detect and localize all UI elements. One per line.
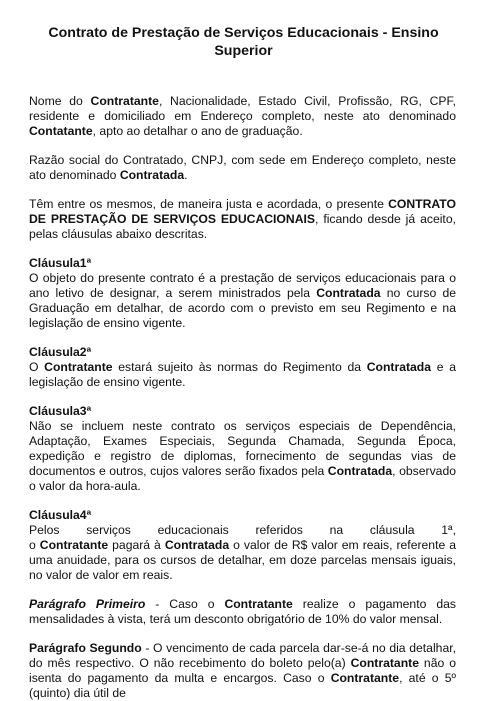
- bold-term: Contratada: [119, 168, 185, 182]
- word: 1ª,: [441, 523, 456, 537]
- paragrafo-segundo: Parágrafo Segundo - O vencimento de cada parcela dar-se-á no dia detalhar, do mês respectivo. O não recebimento do boleto pelo(a) Contratante não o isenta do pagamento da multa e encargos. Caso o Contratante, até o 5º (quinto) dia útil de: [29, 641, 456, 700]
- clause-first-line: [29, 523, 456, 538]
- clause-body: O objeto do presente contrato é a prestação de serviços educacionais para o ano letivo de designar, a serem ministrados pela Contratada no curso de Graduação em detalhar, de acordo com o previsto em seu Regimento e na legislação de ensino vigente.: [29, 271, 457, 330]
- bold-term: Parágrafo Segundo: [29, 641, 142, 655]
- clause-3: [29, 404, 456, 494]
- clause-4: [29, 508, 456, 583]
- word: referidos: [255, 523, 303, 537]
- agreement-paragraph: Têm entre os mesmos, de maneira justa e acordada, o presente CONTRATO DE PRESTAÇÃO DE SERVIÇOS EDUCACIONAIS, ficando desde já aceito, pelas cláusulas abaixo descritas.: [29, 197, 456, 241]
- paragrafo-primeiro: Parágrafo Primeiro - Caso o Contratante realize o pagamento das mensalidades à vista, terá um desconto obrigatório de 10% do valor mensal.: [29, 597, 456, 626]
- bold-term: Contratante: [224, 597, 293, 611]
- bold-term: Contratante: [90, 94, 159, 108]
- bold-term: Contratada: [164, 538, 230, 552]
- bold-term: Contratada: [316, 286, 381, 300]
- document-title: Contrato de Prestação de Serviços Educacionais - Ensino Superior: [48, 25, 439, 59]
- clause-1: [29, 256, 456, 331]
- word: educacionais: [157, 523, 229, 537]
- clause-title: Cláusula1ª: [29, 256, 92, 270]
- bold-term: Contratante: [330, 671, 400, 685]
- party-contratada-paragraph: Razão social do Contratado, CNPJ, com sede em Endereço completo, neste ato denominado Contratada.: [29, 153, 456, 182]
- clause-body: O Contratante estará sujeito às normas do Regimento da Contratada e a legislação de ensino vigente.: [29, 360, 456, 389]
- clause-title: Cláusula4ª: [29, 508, 92, 522]
- clause-body: Não se incluem neste contrato os serviços especiais de Dependência, Adaptação, Exames Especiais, Segunda Chamada, Segunda Época, expedição e registro de diplomas, fornecimento de segundas vias de documentos e outros, cujos valores serão fixados pela Contratada, observado o valor da hora-aula.: [29, 419, 457, 493]
- clause-body: o Contratante pagará à Contratada o valor de R$ valor em reais, referente a uma anuidade, para os cursos de detalhar, em doze parcelas mensais iguais, no valor de valor em reais.: [29, 538, 457, 582]
- emphasized-label: Parágrafo Primeiro: [29, 597, 146, 611]
- clause-title: Cláusula3ª: [29, 404, 92, 418]
- word: serviços: [86, 523, 131, 537]
- bold-term: Contratada: [366, 360, 432, 374]
- word: na: [329, 523, 344, 537]
- party-contratante-paragraph: Nome do Contratante, Nacionalidade, Estado Civil, Profissão, RG, CPF, residente e domiciliado em Endereço completo, neste ato denominado Contatante, apto ao detalhar o ano de graduação.: [29, 94, 456, 138]
- document-body: [29, 94, 456, 701]
- bold-term: Contatante: [29, 124, 93, 138]
- bold-term: Contratante: [39, 538, 109, 552]
- bold-term: Contratante: [44, 360, 113, 374]
- word: Pelos: [29, 523, 60, 537]
- bold-term: CONTRATO DE PRESTAÇÃO DE SERVIÇOS EDUCACIONAIS: [29, 197, 456, 226]
- bold-term: Contratante: [350, 656, 419, 670]
- bold-term: Contratada: [327, 464, 393, 478]
- clause-title: Cláusula2ª: [29, 345, 92, 359]
- word: cláusula: [369, 523, 415, 537]
- clause-2: [29, 345, 456, 390]
